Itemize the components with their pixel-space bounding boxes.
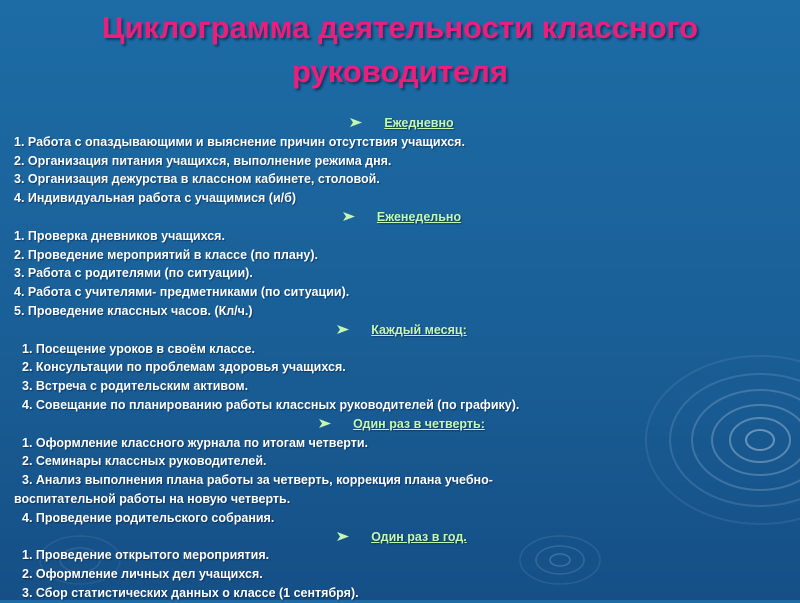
section-heading-label: Еженедельно <box>376 209 462 224</box>
list-item: 3. Организация дежурства в классном кабинете, столовой. <box>14 172 380 187</box>
list-item: 2. Консультации по проблемам здоровья учащихся. <box>22 360 346 375</box>
list-item: 1. Работа с опаздывающими и выяснение причин отсутствия учащихся. <box>14 134 465 149</box>
list-item: 3. Встреча с родительским активом. <box>22 379 249 394</box>
arrowhead-bullet-icon <box>350 118 362 127</box>
arrowhead-bullet-icon <box>319 419 331 428</box>
slide-title-line-2: руководителя <box>292 54 508 89</box>
section-heading-weekly <box>14 208 790 227</box>
section-heading-quarterly <box>14 415 790 434</box>
list-item: 4. Совещание по планированию работы классных руководителей (по графику). <box>22 397 520 412</box>
list-item-continuation: воспитательной работы на новую четверть. <box>14 491 291 506</box>
list-item: 1. Проведение открытого мероприятия. <box>22 548 270 563</box>
section-heading-monthly <box>14 321 790 340</box>
section-heading-label: Один раз в четверть: <box>353 416 485 431</box>
list-item: 4. Индивидуальная работа с учащимися (и/б) <box>14 191 296 206</box>
list-item: 3. Анализ выполнения плана работы за четверть, коррекция плана учебно- <box>22 473 493 488</box>
list-item: 1. Проверка дневников учащихся. <box>14 228 225 243</box>
list-item: 4. Работа с учителями- предметниками (по ситуации). <box>14 285 350 300</box>
list-item: 4. Проведение родительского собрания. <box>22 510 275 525</box>
schedule-content <box>14 114 790 603</box>
list-item: 1. Оформление классного журнала по итогам четверти. <box>22 435 369 450</box>
section-heading-daily <box>14 114 790 133</box>
list-item: 2. Проведение мероприятий в классе (по плану). <box>14 247 318 262</box>
list-item: 2. Оформление личных дел учащихся. <box>22 567 263 582</box>
arrowhead-bullet-icon <box>343 212 355 221</box>
list-item: 5. Проведение классных часов. (Кл/ч.) <box>14 303 253 318</box>
list-item: 2. Семинары классных руководителей. <box>22 454 267 469</box>
list-item: 2. Организация питания учащихся, выполнение режима дня. <box>14 153 392 168</box>
list-item: 3. Работа с родителями (по ситуации). <box>14 266 253 281</box>
section-heading-yearly <box>14 528 790 547</box>
section-heading-label: Один раз в год. <box>371 529 467 544</box>
section-heading-label: Ежедневно <box>384 116 454 130</box>
arrowhead-bullet-icon <box>337 325 349 334</box>
list-item: 3. Сбор статистических данных о классе (1 сентября). <box>22 585 359 600</box>
slide-title <box>0 6 800 94</box>
section-heading-label: Каждый месяц: <box>371 322 467 337</box>
list-item: 1. Посещение уроков в своём классе. <box>22 341 255 356</box>
slide-title-line-1: Циклограмма деятельности классного <box>101 10 699 45</box>
arrowhead-bullet-icon <box>337 532 349 541</box>
